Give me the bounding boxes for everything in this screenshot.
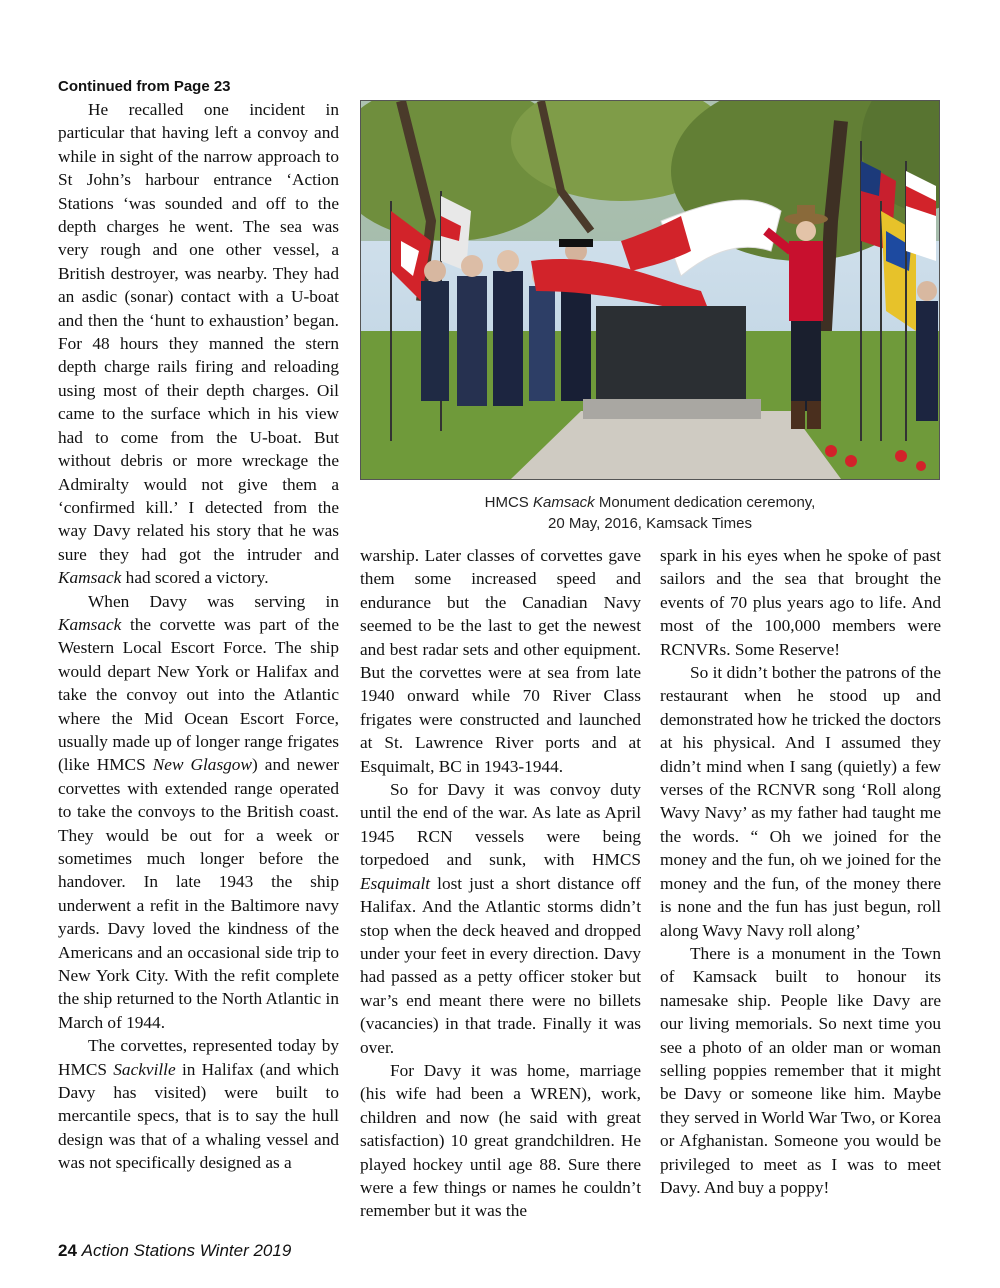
paragraph: The corvettes, represented today by HMCS Sackville in Halifax (and which Davy has visited) were built to mercantile specs, that is to say the hull design was that of a whaling vessel and was not specifically designed as a: [58, 1036, 339, 1173]
paragraph: So for Davy it was convoy duty until the end of the war. As late as April 1945 RCN vessels were being torpedoed and sunk, with HMCS Esquimalt lost just a short distance off Halifax. And the Atlantic storms didn’t stop when the deck heaved and dropped under your feet in every direction. Davy had passed as a petty officer stoker but war’s end meant there were no billets (vacancies) in that trade. Finally it was over.: [360, 780, 641, 1057]
continued-from-label: Continued from Page 23: [58, 78, 231, 95]
monument-base: [583, 399, 761, 419]
paragraph: warship. Later classes of corvettes gave them some increased speed and endurance but the Canadian Navy seemed to be the last to get the newest and best radar sets and other equipment. But the corvettes were at sea from late 1940 onward while 70 River Class frigates were constructed and launched at St. Lawrence River ports and at Esquimalt, BC in 1943-1944.: [360, 546, 641, 776]
monument: [596, 306, 746, 401]
paragraph: For Davy it was home, marriage (his wife had been a WREN), work, children and now (he said with great satisfaction) 10 great grandchildren. He played hockey until age 88. Sure there were a few things or names he couldn’t remember but it was the: [360, 1060, 641, 1221]
ceremony-illustration: [361, 101, 939, 479]
photo-caption: [360, 492, 940, 534]
magazine-issue: Action Stations Winter 2019: [81, 1241, 292, 1260]
paragraph: When Davy was serving in Kamsack the corvette was part of the Western Local Escort Force. The ship would depart New York or Halifax and take the convoy out into the Atlantic where the Mid Ocean Escort Force, usually made up of longer range frigates (like HMCS New Glasgow) and newer corvettes with extended range operated to take the convoys to the British coast. They would be out for a week or sometimes much longer before the handover. In late 1943 the ship underwent a refit in the Baltimore navy yards. Davy loved the kindness of the Americans and an occasional side trip to New York City. With the refit complete the ship returned to the North Atlantic in March of 1944.: [58, 591, 339, 1032]
article-column-2: [360, 544, 641, 1223]
caption-ship-name: Kamsack: [532, 494, 595, 511]
paragraph: So it didn’t bother the patrons of the restaurant when he stood up and demonstrated how he tricked the doctors at his physical. And I assumed they didn’t mind when I sang (quietly) a few verses of the RCNVR song ‘Roll along Wavy Navy’ as my father had taught me the words. “ Oh we joined for the money and the fun, oh we joined for the money and the fun, of the money there is none and the fun has just begun, roll along Wavy Navy roll along’: [660, 663, 941, 940]
caption-line-2: 20 May, 2016, Kamsack Times: [548, 515, 752, 532]
page-number: 24: [58, 1241, 77, 1260]
caption-line-1: HMCS Kamsack Monument dedication ceremony,: [484, 494, 816, 511]
page-footer: [58, 1241, 291, 1261]
article-column-3: [660, 544, 941, 1199]
paragraph: spark in his eyes when he spoke of past sailors and the sea that brought the events of 70 plus years ago to life. And most of the 100,000 members were RCNVRs. Some Reserve!: [660, 546, 941, 659]
monument-photo: [360, 100, 940, 480]
paragraph: There is a monument in the Town of Kamsack built to honour its namesake ship. People like Davy are our living memorials. So next time you see a photo of an older man or woman selling poppies remember that it might be Davy or someone like him. Maybe they served in World War Two, or Korea or Afghanistan. Someone you would be privileged to meet as I was to meet Davy. And buy a poppy!: [660, 943, 941, 1197]
article-column-1: [58, 98, 339, 1175]
paragraph: He recalled one incident in particular that having left a convoy and while in sight of the narrow approach to St John’s harbour entrance ‘Action Stations ‘was sounded and off to the depth charges he went. The sea was very rough and one other vessel, a British destroyer, was nearby. They had an asdic (sonar) contact with a U-boat and then the ‘hunt to exhaustion’ began. For 48 hours they manned the stern depth charge rails firing and reloading using most of their depth charges. Oil came to the surface which in his view had to come from the U-boat. But without debris or more wreckage the Admiralty would not give them a ‘confirmed kill.’ I detected from the way Davy related his story that he was sure they had got the intruder and Kamsack had scored a victory.: [58, 100, 339, 588]
